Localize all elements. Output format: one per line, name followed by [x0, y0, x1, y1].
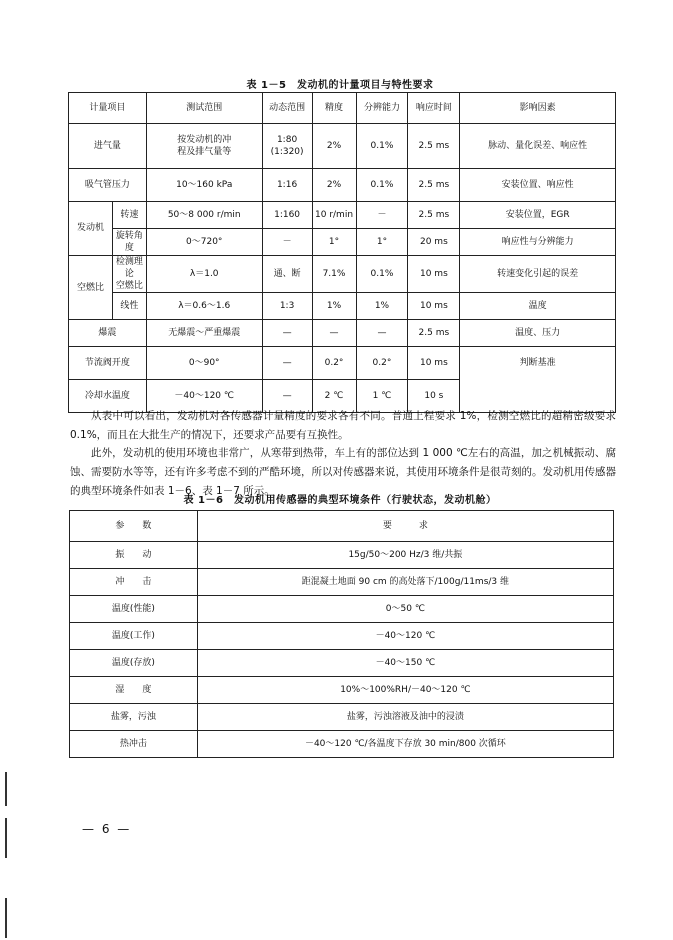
- factors-cell: 脉动、量化误差、响应性: [460, 124, 616, 169]
- param-cell: 热冲击: [70, 731, 198, 758]
- scan-edge-mark: [5, 818, 7, 858]
- table-row: [69, 229, 616, 256]
- header-cell: 分辨能力: [356, 93, 408, 124]
- table-row: [69, 202, 616, 229]
- requirement-cell: 盐雾，污浊溶液及油中的浸渍: [197, 704, 613, 731]
- header-cell: 精度: [312, 93, 356, 124]
- resolution-cell: 0.1%: [356, 169, 408, 202]
- factors-cell: 判断基准: [460, 347, 616, 413]
- body-paragraph: 从表中可以看出，发动机对各传感器计量精度的要求各有不同。普通上程要求 1%，检测空燃比的超精密级要求 0.1%，而且在大批生产的情况下，还要求产品要有互换性。: [70, 409, 616, 441]
- table-row: [70, 623, 614, 650]
- table-header-row: [69, 93, 616, 124]
- table-row: [69, 347, 616, 380]
- item-cell: 爆震: [69, 320, 147, 347]
- requirement-cell: 0～50 ℃: [197, 596, 613, 623]
- table2-caption: 表 1－6 发动机用传感器的典型环境条件（行驶状态，发动机舱）: [183, 495, 497, 506]
- precision-cell: 10 r/min: [312, 202, 356, 229]
- response-cell: 10 ms: [408, 256, 460, 293]
- table-row: [69, 293, 616, 320]
- dynamic-cell: －: [262, 229, 312, 256]
- resolution-cell: 0.1%: [356, 256, 408, 293]
- requirement-cell: －40～120 ℃: [197, 623, 613, 650]
- range-cell: λ＝0.6～1.6: [146, 293, 262, 320]
- range-cell: 0～720°: [146, 229, 262, 256]
- response-cell: 10 ms: [408, 293, 460, 320]
- header-cell: 响应时间: [408, 93, 460, 124]
- resolution-cell: 1 ℃: [356, 380, 408, 413]
- range-cell: 50～8 000 r/min: [146, 202, 262, 229]
- range-cell: λ＝1.0: [146, 256, 262, 293]
- precision-cell: —: [312, 320, 356, 347]
- factors-cell: 安装位置，EGR: [460, 202, 616, 229]
- dynamic-cell: 1:160: [262, 202, 312, 229]
- header-cell: 测试范围: [146, 93, 262, 124]
- header-cell: 计量项目: [69, 93, 147, 124]
- header-cell: 动态范围: [262, 93, 312, 124]
- header-cell: 影响因素: [460, 93, 616, 124]
- precision-cell: 2%: [312, 169, 356, 202]
- response-cell: 2.5 ms: [408, 124, 460, 169]
- resolution-cell: 1%: [356, 293, 408, 320]
- resolution-cell: 1°: [356, 229, 408, 256]
- param-cell: 冲 击: [70, 569, 198, 596]
- table-row: [70, 704, 614, 731]
- param-cell: 湿 度: [70, 677, 198, 704]
- table-row: [69, 124, 616, 169]
- item-cell: 吸气管压力: [69, 169, 147, 202]
- scan-edge-mark: [5, 898, 7, 938]
- header-cell: 要 求: [197, 511, 613, 542]
- factors-cell: 转速变化引起的误差: [460, 256, 616, 293]
- item-cell: 旋转角度: [112, 229, 146, 256]
- group-cell: 空燃比: [69, 256, 113, 320]
- requirement-cell: 距混凝土地面 90 cm 的高处落下/100g/11ms/3 维: [197, 569, 613, 596]
- response-cell: 10 ms: [408, 347, 460, 380]
- factors-cell: 温度: [460, 293, 616, 320]
- response-cell: 10 s: [408, 380, 460, 413]
- range-cell: －40～120 ℃: [146, 380, 262, 413]
- response-cell: 2.5 ms: [408, 202, 460, 229]
- range-cell: 无爆震～严重爆震: [146, 320, 262, 347]
- group-cell: 发动机: [69, 202, 113, 256]
- page-number: — 6 —: [82, 822, 132, 836]
- precision-cell: 0.2°: [312, 347, 356, 380]
- table-row: [70, 731, 614, 758]
- precision-cell: 2%: [312, 124, 356, 169]
- precision-cell: 1°: [312, 229, 356, 256]
- dynamic-cell: —: [262, 347, 312, 380]
- item-cell: 冷却水温度: [69, 380, 147, 413]
- table1-caption: 表 1－5 发动机的计量项目与特性要求: [246, 80, 434, 91]
- dynamic-cell: 1:3: [262, 293, 312, 320]
- param-cell: 温度(存放): [70, 650, 198, 677]
- table-row: [69, 320, 616, 347]
- param-cell: 温度(工作): [70, 623, 198, 650]
- dynamic-cell: —: [262, 320, 312, 347]
- requirement-cell: －40～120 ℃/各温度下存放 30 min/800 次循环: [197, 731, 613, 758]
- dynamic-cell: 1:16: [262, 169, 312, 202]
- table-row: [70, 650, 614, 677]
- dynamic-cell: 通、断: [262, 256, 312, 293]
- factors-cell: 安装位置、响应性: [460, 169, 616, 202]
- table-row: [69, 256, 616, 293]
- table-row: [70, 677, 614, 704]
- table-row: [70, 569, 614, 596]
- table-row: [70, 542, 614, 569]
- dynamic-cell: 1:80 (1:320): [262, 124, 312, 169]
- factors-cell: 温度、压力: [460, 320, 616, 347]
- item-cell: 线性: [112, 293, 146, 320]
- measurement-table: [68, 92, 616, 413]
- item-cell: 转速: [112, 202, 146, 229]
- param-cell: 温度(性能): [70, 596, 198, 623]
- body-paragraph: 此外，发动机的使用环境也非常广，从寒带到热带，车上有的部位达到 1 000 ℃左右的高温，加之机械振动、腐蚀、需要防水等等，还有许多考虑不到的严酷环境，所以对传感器来说，其使用环境条件是很苛刻的。发动机用传感器的典型环境条件如表 1－6、表 1－7 所示。: [70, 446, 616, 497]
- precision-cell: 2 ℃: [312, 380, 356, 413]
- param-cell: 振 动: [70, 542, 198, 569]
- table-header-row: [70, 511, 614, 542]
- response-cell: 20 ms: [408, 229, 460, 256]
- item-cell: 进气量: [69, 124, 147, 169]
- resolution-cell: 0.1%: [356, 124, 408, 169]
- requirement-cell: 10%～100%RH/－40～120 ℃: [197, 677, 613, 704]
- param-cell: 盐雾，污浊: [70, 704, 198, 731]
- scan-edge-mark: [5, 772, 7, 806]
- dynamic-cell: —: [262, 380, 312, 413]
- item-cell: 检测理论 空燃比: [112, 256, 146, 293]
- resolution-cell: －: [356, 202, 408, 229]
- table-row: [70, 596, 614, 623]
- table-row: [69, 169, 616, 202]
- precision-cell: 7.1%: [312, 256, 356, 293]
- range-cell: 10～160 kPa: [146, 169, 262, 202]
- environment-table: [69, 510, 614, 758]
- requirement-cell: 15g/50～200 Hz/3 维/共振: [197, 542, 613, 569]
- requirement-cell: －40～150 ℃: [197, 650, 613, 677]
- resolution-cell: 0.2°: [356, 347, 408, 380]
- resolution-cell: —: [356, 320, 408, 347]
- factors-cell: 响应性与分辨能力: [460, 229, 616, 256]
- response-cell: 2.5 ms: [408, 169, 460, 202]
- item-cell: 节流阀开度: [69, 347, 147, 380]
- precision-cell: 1%: [312, 293, 356, 320]
- response-cell: 2.5 ms: [408, 320, 460, 347]
- range-cell: 0～90°: [146, 347, 262, 380]
- header-cell: 参 数: [70, 511, 198, 542]
- range-cell: 按发动机的冲 程及排气量等: [146, 124, 262, 169]
